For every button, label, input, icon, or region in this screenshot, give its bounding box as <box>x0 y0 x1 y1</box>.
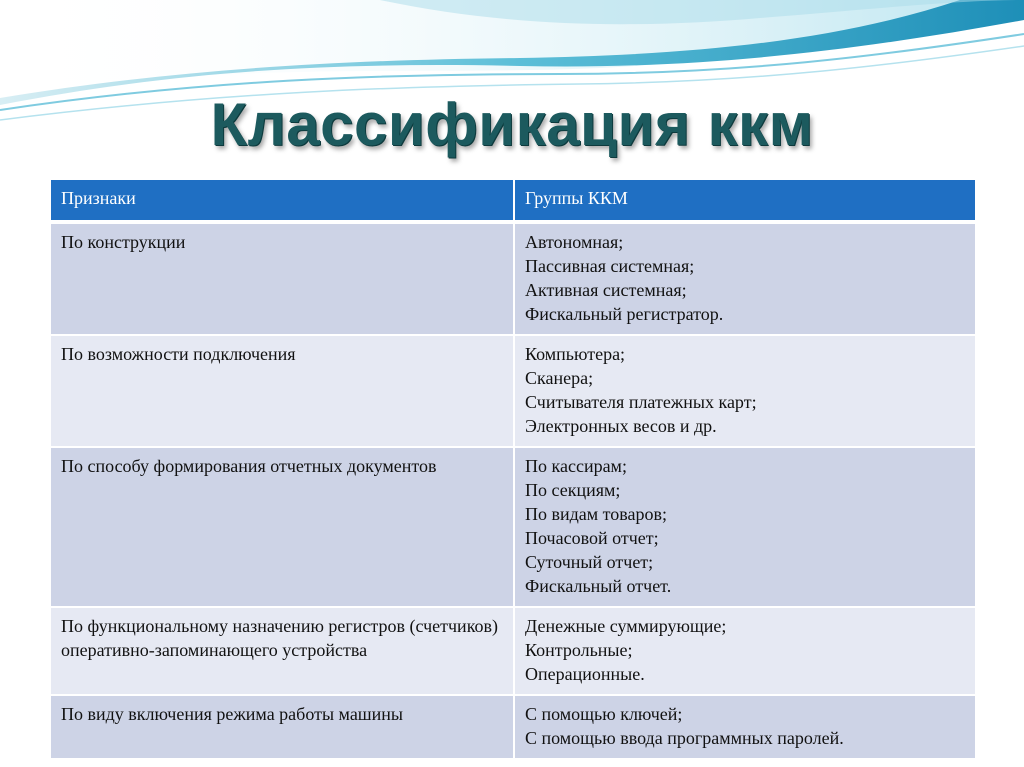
groups-cell <box>515 336 975 448</box>
group-item: По видам товаров; <box>525 504 668 524</box>
group-item: Денежные суммирующие; <box>525 616 727 636</box>
group-item: С помощью ввода программных паролей. <box>525 728 844 748</box>
group-item: С помощью ключей; <box>525 704 683 724</box>
table-row <box>51 448 975 608</box>
feature-cell: По способу формирования отчетных документов <box>51 448 515 608</box>
group-item: Суточный отчет; <box>525 552 654 572</box>
group-item: Фискальный регистратор. <box>525 304 724 324</box>
classification-table <box>51 180 975 760</box>
table-row <box>51 608 975 696</box>
group-item: Пассивная системная; <box>525 256 695 276</box>
group-item: Операционные. <box>525 664 645 684</box>
header-features: Признаки <box>51 180 515 224</box>
group-item: Компьютера; <box>525 344 626 364</box>
group-item: Электронных весов и др. <box>525 416 717 436</box>
header-groups: Группы ККМ <box>515 180 975 224</box>
group-item: Считывателя платежных карт; <box>525 392 757 412</box>
groups-cell <box>515 608 975 696</box>
feature-cell: По виду включения режима работы машины <box>51 696 515 760</box>
feature-cell: По конструкции <box>51 224 515 336</box>
group-item: Контрольные; <box>525 640 633 660</box>
table-row <box>51 336 975 448</box>
group-item: Автономная; <box>525 232 624 252</box>
group-item: По кассирам; <box>525 456 627 476</box>
group-item: По секциям; <box>525 480 621 500</box>
table-row <box>51 224 975 336</box>
groups-cell <box>515 224 975 336</box>
table-header-row <box>51 180 975 224</box>
feature-cell: По функциональному назначению регистров (счетчиков) оперативно-запоминающего устройства <box>51 608 515 696</box>
groups-cell <box>515 448 975 608</box>
group-item: Фискальный отчет. <box>525 576 672 596</box>
table-row <box>51 696 975 760</box>
group-item: Активная системная; <box>525 280 687 300</box>
group-item: Почасовой отчет; <box>525 528 659 548</box>
page-title: Классификация ккм <box>210 91 814 158</box>
group-item: Сканера; <box>525 368 594 388</box>
groups-cell <box>515 696 975 760</box>
feature-cell: По возможности подключения <box>51 336 515 448</box>
